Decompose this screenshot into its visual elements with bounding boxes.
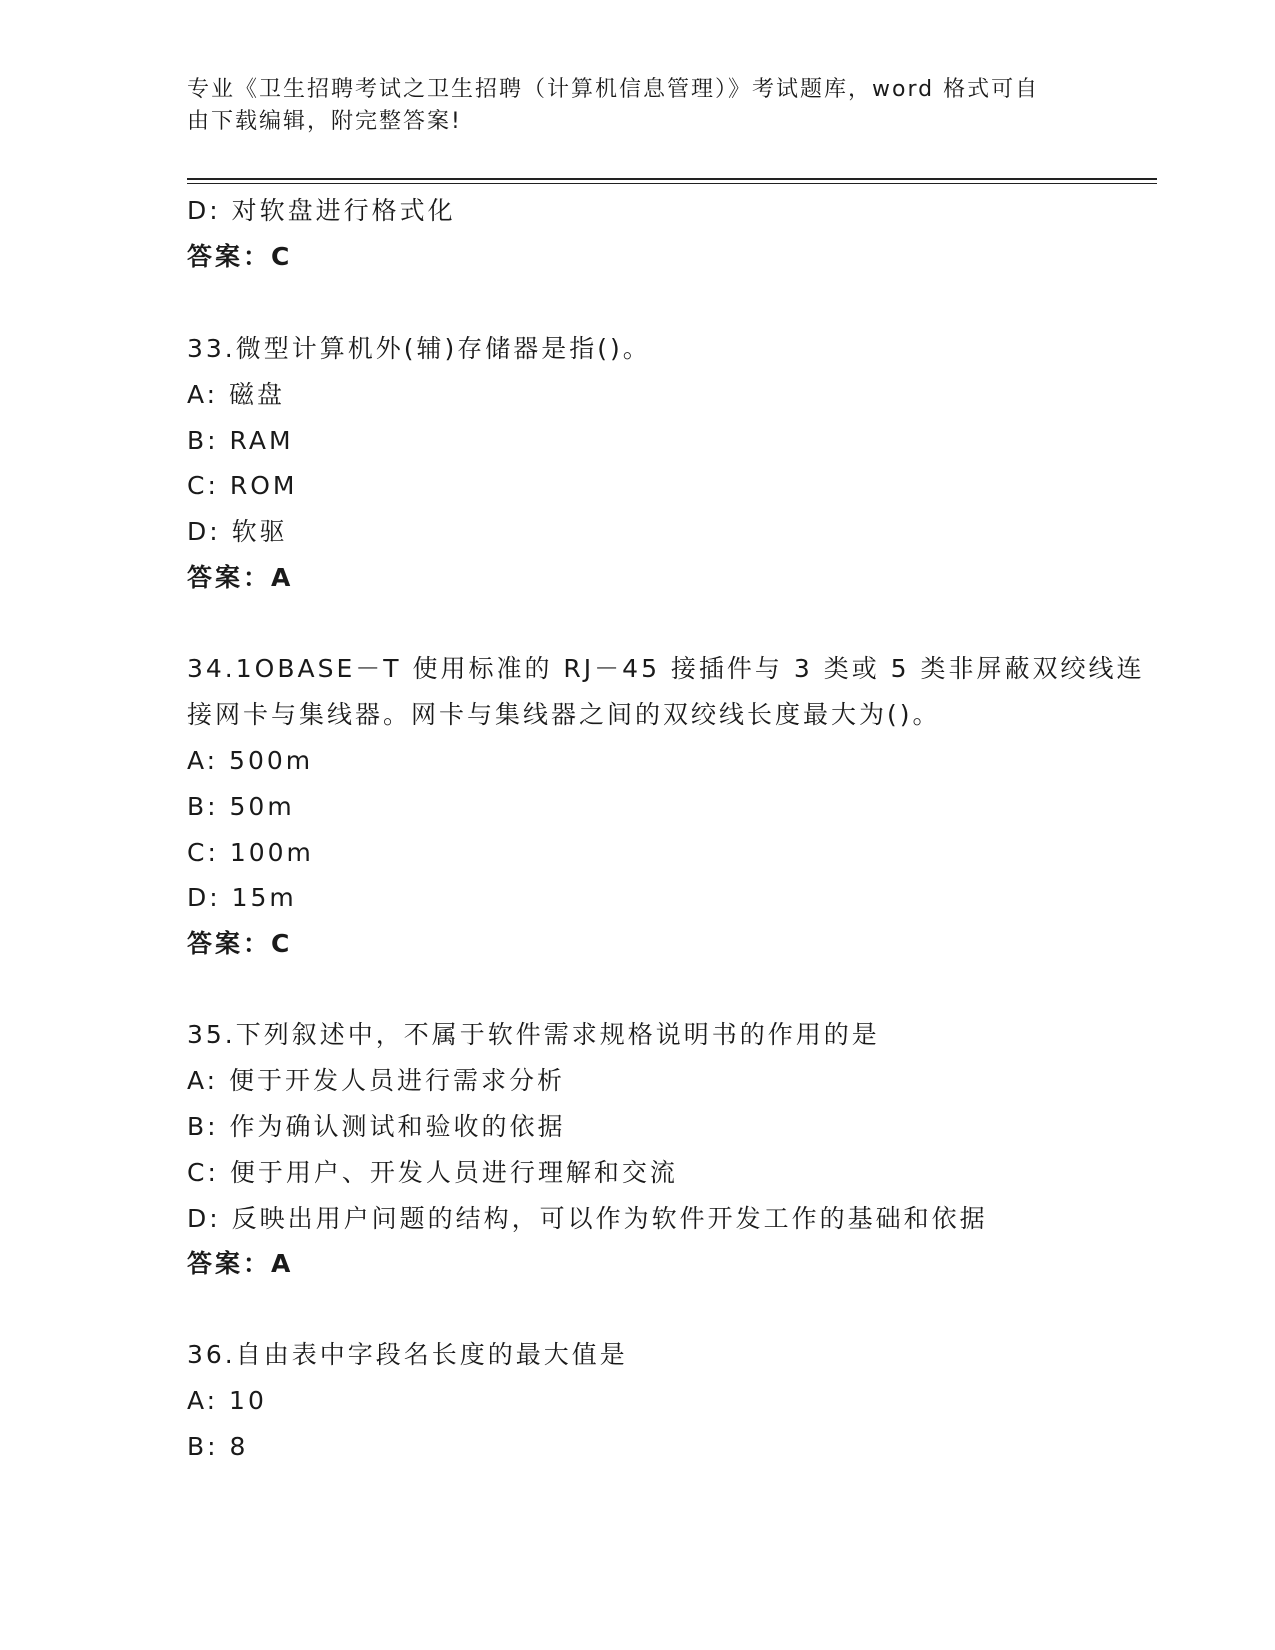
question-line: D: 反映出用户问题的结构，可以作为软件开发工作的基础和依据 (187, 1204, 988, 1233)
question-line: C: ROM (187, 471, 298, 500)
answer-line: 答案：C (187, 242, 293, 271)
header-rule-thin (187, 183, 1157, 184)
question-line: D: 软驱 (187, 517, 288, 546)
question-line: B: 8 (187, 1432, 249, 1461)
question-line: C: 便于用户、开发人员进行理解和交流 (187, 1158, 678, 1187)
answer-line: 答案：A (187, 563, 294, 592)
question-line: A: 10 (187, 1386, 267, 1415)
question-line: C: 100m (187, 838, 314, 867)
question-line: B: RAM (187, 426, 294, 455)
header-line-2: 由下载编辑，附完整答案! (187, 109, 462, 134)
question-line: 36.自由表中字段名长度的最大值是 (187, 1340, 628, 1369)
document-header (187, 74, 1067, 138)
answer-line: 答案：A (187, 1249, 294, 1278)
answer-line: 答案：C (187, 929, 293, 958)
question-line: D: 15m (187, 883, 297, 912)
question-line: 接网卡与集线器。网卡与集线器之间的双绞线长度最大为()。 (187, 700, 941, 729)
question-line: D: 对软盘进行格式化 (187, 196, 456, 225)
header-line-1: 专业《卫生招聘考试之卫生招聘（计算机信息管理）》考试题库，word 格式可自 (187, 77, 1040, 102)
question-line: 34.1OBASE－T 使用标准的 RJ－45 接插件与 3 类或 5 类非屏蔽双绞线连 (187, 654, 1145, 683)
question-line: 33.微型计算机外(辅)存储器是指()。 (187, 334, 651, 363)
header-rule-thick (187, 178, 1157, 180)
question-line: A: 500m (187, 746, 314, 775)
question-line: B: 作为确认测试和验收的依据 (187, 1112, 566, 1141)
question-line: A: 便于开发人员进行需求分析 (187, 1066, 566, 1095)
question-line: 35.下列叙述中，不属于软件需求规格说明书的作用的是 (187, 1020, 880, 1049)
question-line: A: 磁盘 (187, 380, 286, 409)
question-line: B: 50m (187, 792, 295, 821)
